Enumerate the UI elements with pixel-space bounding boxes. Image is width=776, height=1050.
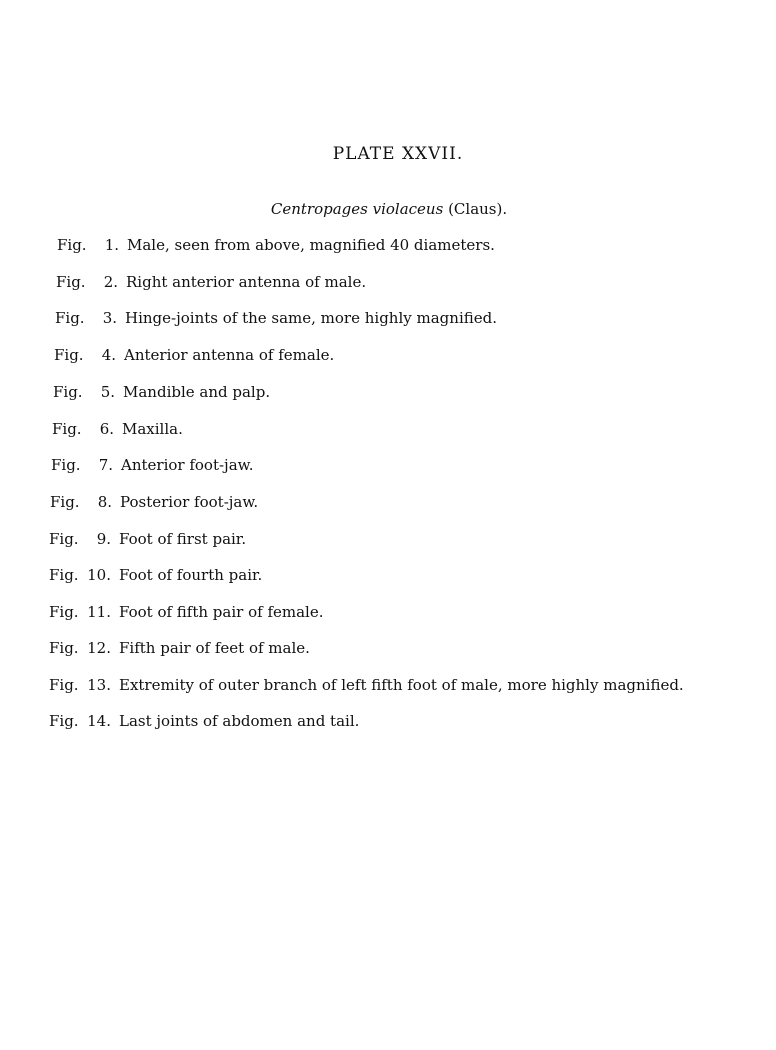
figure-item (55, 309, 497, 331)
figure-item (51, 456, 253, 478)
figure-label: Fig. (49, 603, 79, 621)
figure-number: 10. (87, 566, 111, 584)
figure-caption: Extremity of outer branch of left fifth foot of male, more highly magnified. (119, 676, 684, 694)
figure-item (49, 603, 323, 625)
figure-label: Fig. (57, 236, 87, 254)
figure-number: 1. (104, 236, 119, 254)
figure-caption: Right anterior antenna of male. (126, 273, 367, 291)
figure-label: Fig. (56, 273, 86, 291)
figure-item (49, 639, 310, 661)
figure-number: 8. (97, 493, 112, 511)
figure-number: 12. (87, 639, 111, 657)
species-author: (Claus). (448, 200, 508, 218)
figure-caption: Hinge-joints of the same, more highly magnified. (125, 309, 497, 327)
figure-item (52, 420, 183, 442)
figure-number: 7. (98, 456, 113, 474)
figure-number: 13. (87, 676, 111, 694)
figure-number: 4. (101, 346, 116, 364)
figure-label: Fig. (52, 420, 82, 438)
figure-item (49, 676, 684, 698)
figure-item (56, 273, 366, 295)
figure-caption: Foot of fifth pair of female. (119, 603, 324, 621)
figure-caption: Foot of first pair. (119, 530, 247, 548)
figure-label: Fig. (55, 309, 85, 327)
figure-caption: Mandible and palp. (123, 383, 271, 401)
figure-number: 5. (100, 383, 115, 401)
figure-item (49, 712, 359, 734)
species-latin-name: Centropages violaceus (270, 200, 444, 218)
figure-label: Fig. (49, 566, 79, 584)
figure-item (50, 493, 258, 515)
plate-title: PLATE XXVII. (332, 144, 464, 164)
figure-item (49, 566, 262, 588)
figure-number: 9. (96, 530, 111, 548)
figure-number: 3. (102, 309, 117, 327)
figure-caption: Anterior foot-jaw. (121, 456, 254, 474)
figure-caption: Maxilla. (122, 420, 183, 438)
figure-number: 2. (103, 273, 118, 291)
figure-number: 11. (87, 603, 111, 621)
figure-caption: Fifth pair of feet of male. (119, 639, 310, 657)
figure-item (57, 236, 495, 258)
figure-caption: Posterior foot-jaw. (120, 493, 259, 511)
figure-number: 6. (99, 420, 114, 438)
figure-label: Fig. (49, 639, 79, 657)
figure-label: Fig. (50, 493, 80, 511)
figure-label: Fig. (51, 456, 81, 474)
figure-label: Fig. (49, 676, 79, 694)
figure-item (53, 383, 270, 405)
figure-caption: Anterior antenna of female. (124, 346, 335, 364)
figure-label: Fig. (53, 383, 83, 401)
figure-item (54, 346, 334, 368)
figure-label: Fig. (54, 346, 84, 364)
species-heading (0, 200, 776, 218)
figure-label: Fig. (49, 530, 79, 548)
figure-caption: Last joints of abdomen and tail. (119, 712, 360, 730)
figure-caption: Male, seen from above, magnified 40 diameters. (127, 236, 495, 254)
figure-item (49, 530, 246, 552)
figure-number: 14. (87, 712, 111, 730)
figure-caption: Foot of fourth pair. (119, 566, 263, 584)
figure-label: Fig. (49, 712, 79, 730)
